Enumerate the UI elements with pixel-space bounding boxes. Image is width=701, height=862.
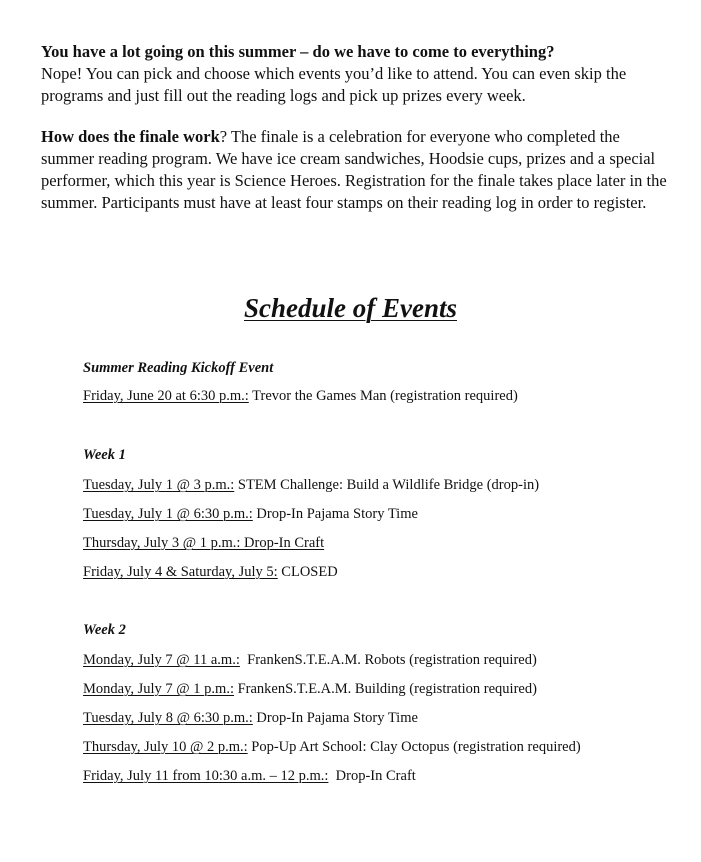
event-item: [83, 766, 643, 786]
event-item: [83, 475, 643, 495]
event-date: Thursday, July 10 @ 2 p.m.:: [83, 739, 248, 755]
faq-answer: ? The finale is a celebration for everyone who completed the summer reading program. We have ice cream sandwiches, Hoodsie cups, prizes and a special performer, which this year is Science Heroes. Registration for the finale takes place later in the summer. Participants must have at least four stamps on their reading log in order to register.: [41, 127, 667, 212]
event-date: Friday, June 20 at 6:30 p.m.:: [83, 388, 249, 404]
event-item: [83, 708, 643, 728]
event-description: STEM Challenge: Build a Wildlife Bridge (drop-in): [234, 477, 540, 493]
event-date: Monday, July 7 @ 11 a.m.:: [83, 652, 240, 668]
event-date: Monday, July 7 @ 1 p.m.:: [83, 681, 234, 697]
faq-finale-attendance: [41, 41, 671, 107]
event-date: Friday, July 11 from 10:30 a.m. – 12 p.m.:: [83, 768, 329, 784]
event-item: [83, 504, 643, 524]
event-description: FrankenS.T.E.A.M. Building (registration required): [233, 681, 537, 697]
event-date: Tuesday, July 1 @ 6:30 p.m.:: [83, 506, 253, 522]
event-date: Thursday, July 3 @ 1 p.m.: Drop-In Craft: [83, 535, 325, 551]
kickoff-section: [83, 358, 643, 406]
event-description: FrankenS.T.E.A.M. Robots (registration required): [239, 652, 537, 668]
event-date: Tuesday, July 8 @ 6:30 p.m.:: [83, 710, 253, 726]
event-date: Tuesday, July 1 @ 3 p.m.:: [83, 477, 235, 493]
event-date: Friday, July 4 & Saturday, July 5:: [83, 564, 278, 580]
schedule-title: Schedule of Events: [244, 293, 457, 323]
week2-section: [83, 620, 643, 786]
event-description: CLOSED: [277, 564, 338, 580]
section-heading: Week 1: [83, 447, 126, 463]
event-description: Pop-Up Art School: Clay Octopus (registration required): [247, 739, 581, 755]
event-description: Drop-In Pajama Story Time: [252, 506, 418, 522]
faq-question: How does the finale work: [41, 127, 220, 146]
event-item: [83, 562, 643, 582]
event-item: [83, 650, 643, 670]
faq-answer: Nope! You can pick and choose which events you’d like to attend. You can even skip the programs and just fill out the reading logs and pick up prizes every week.: [41, 64, 627, 105]
event-item: [83, 737, 583, 757]
event-item: [83, 386, 643, 406]
section-heading: Week 2: [83, 622, 126, 638]
faq-finale-how: [41, 126, 671, 214]
faq-question: You have a lot going on this summer – do we have to come to everything?: [41, 42, 555, 61]
week1-section: [83, 445, 643, 582]
section-heading: Summer Reading Kickoff Event: [83, 360, 274, 376]
event-description: Drop-In Craft: [328, 768, 416, 784]
event-item: [83, 533, 643, 553]
event-item: [83, 679, 643, 699]
event-description: Drop-In Pajama Story Time: [252, 710, 418, 726]
event-description: Trevor the Games Man (registration required): [248, 388, 518, 404]
